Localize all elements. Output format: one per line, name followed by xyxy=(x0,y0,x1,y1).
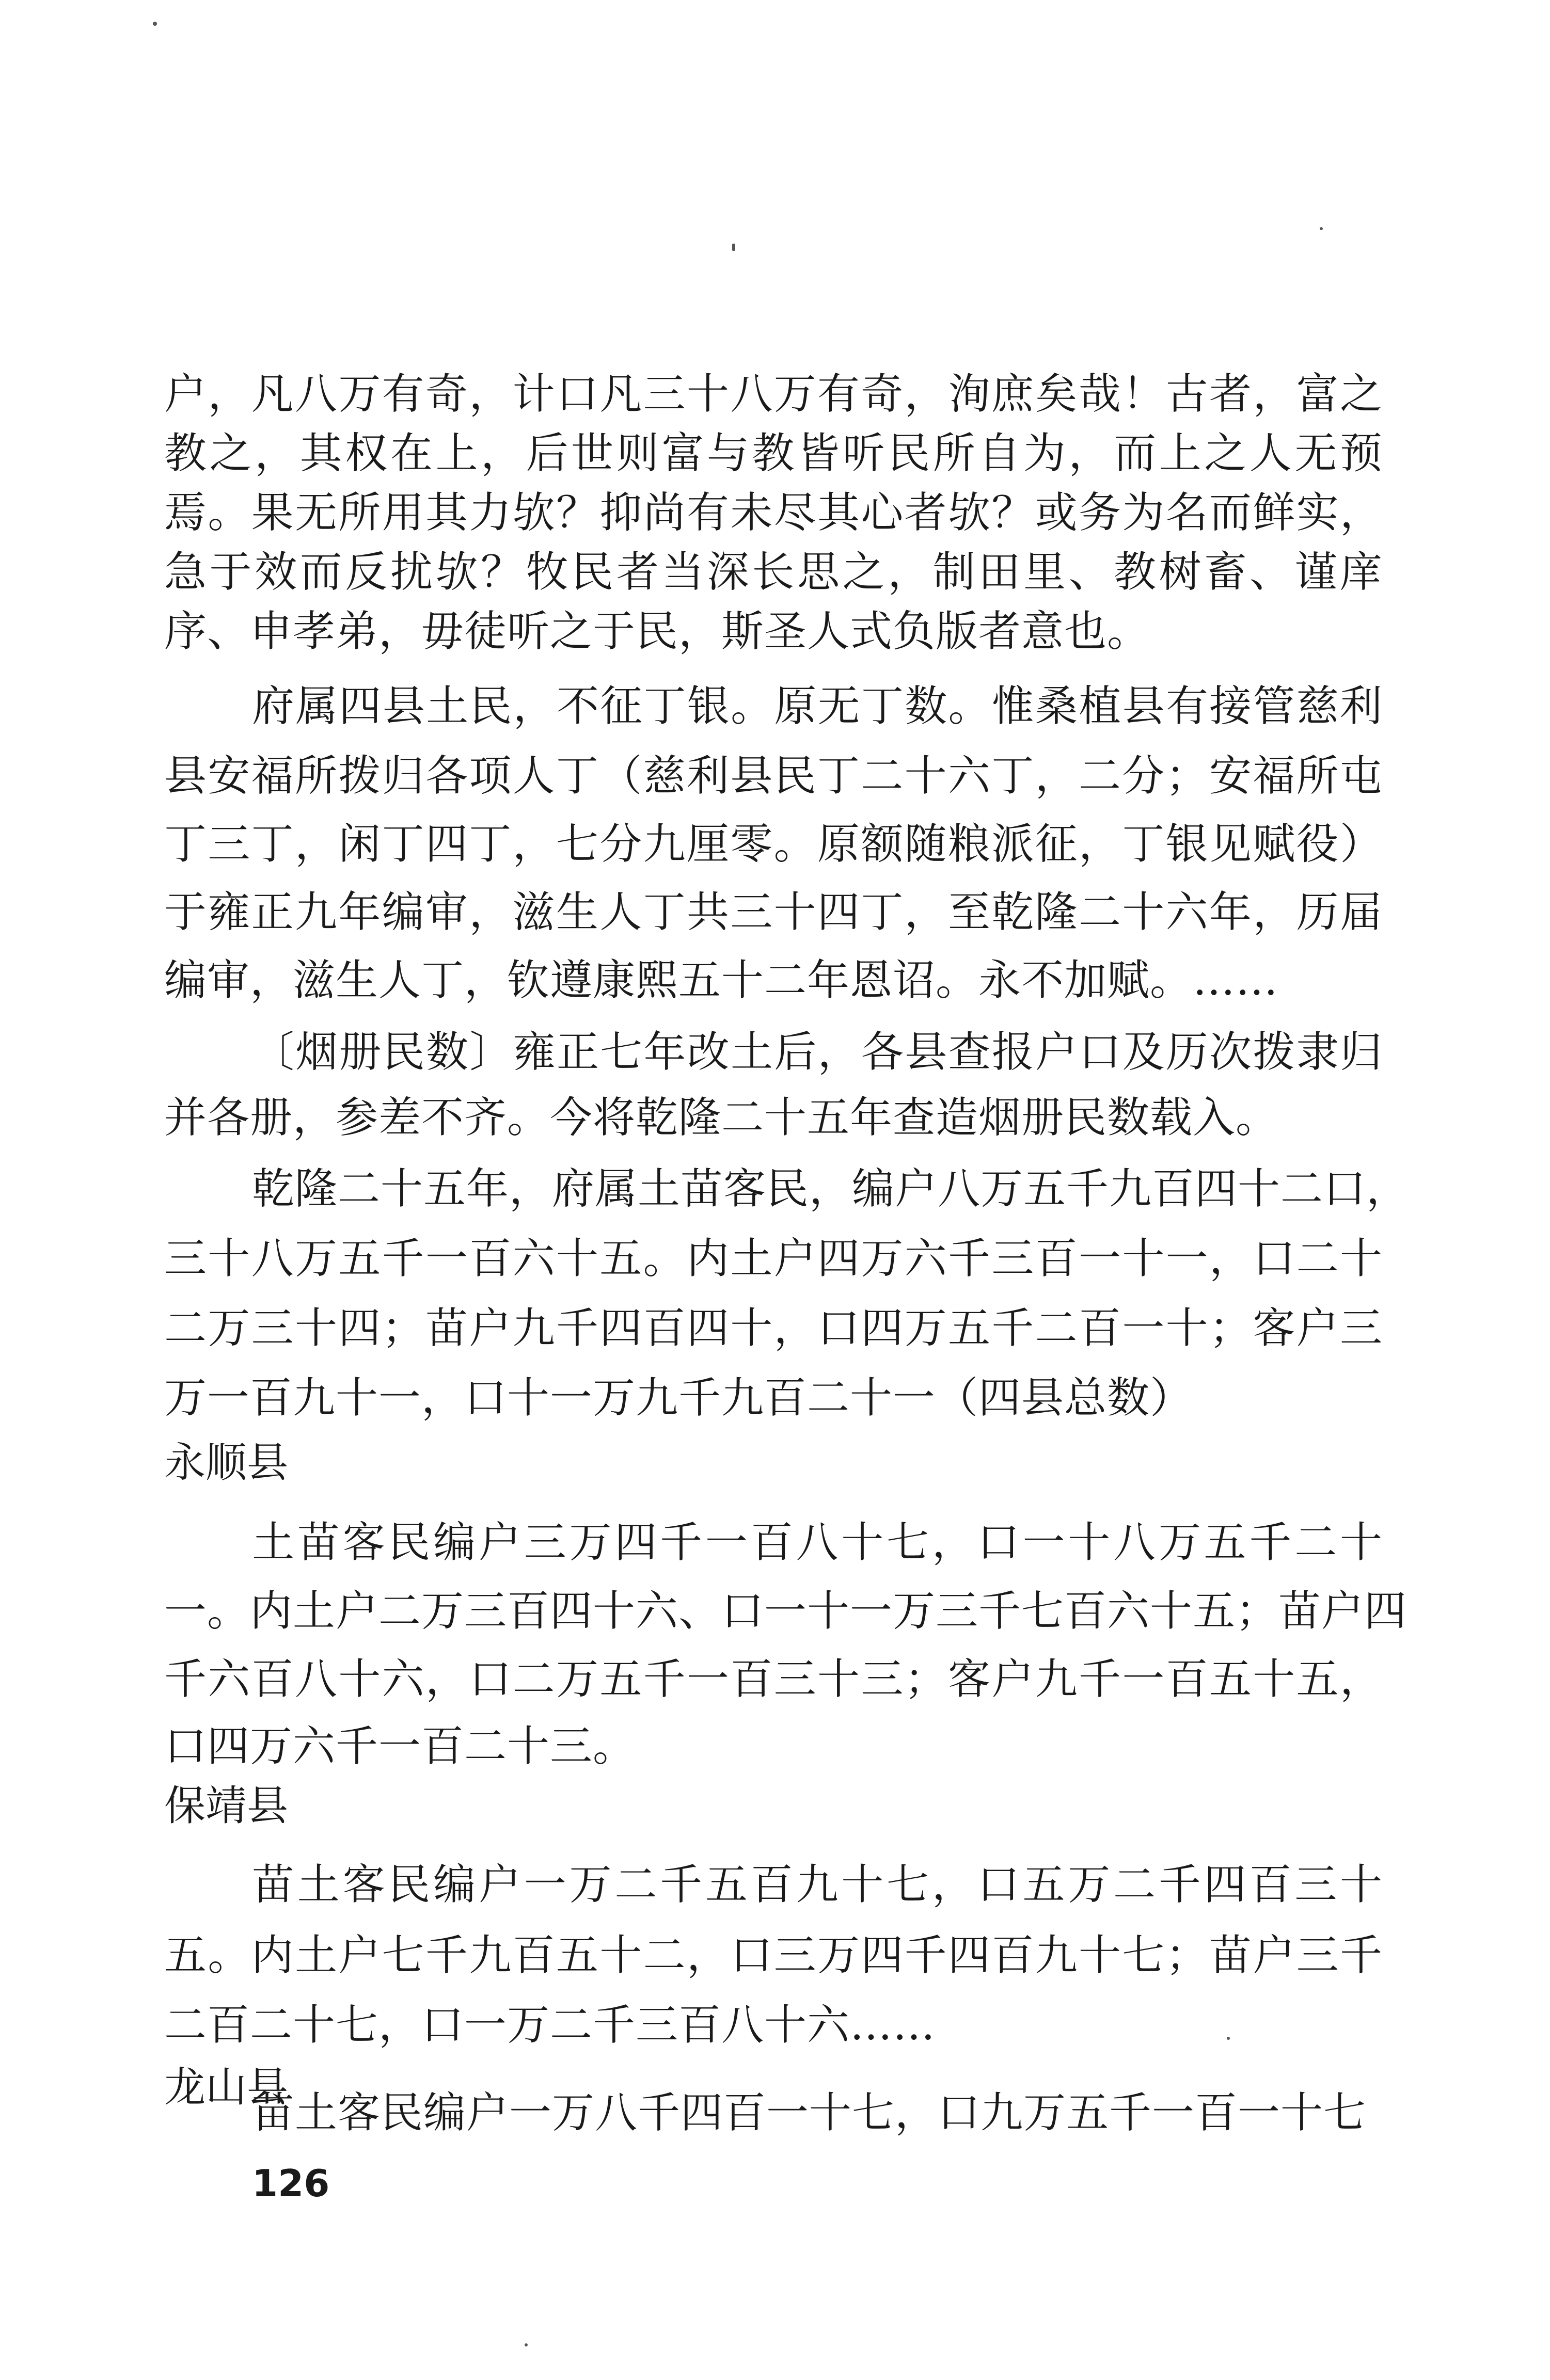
section-heading-longshan: 龙山县 xyxy=(164,2063,288,2111)
text-line: 编审，滋生人丁，钦遵康熙五十二年恩诏。永不加赋。…… xyxy=(164,956,1279,1005)
text-line: 苗土客民编户一万二千五百九十七，口五万二千四百三十 xyxy=(252,1860,1383,1909)
text-line: 苗土客民编户一万八千四百一十七，口九万五千一百一十七 xyxy=(252,2088,1367,2137)
text-line: 五。内土户七千九百五十二，口三万四千四百九十七；苗户三千 xyxy=(164,1931,1383,1980)
section-heading-yongshun: 永顺县 xyxy=(164,1439,288,1487)
text-line: 千六百八十六，口二万五千一百三十三；客户九千一百五十五， xyxy=(164,1655,1383,1704)
text-line: 并各册，参差不齐。今将乾隆二十五年查造烟册民数载入。 xyxy=(164,1093,1279,1142)
text-line: 口四万六千一百二十三。 xyxy=(164,1722,636,1771)
text-line: 二万三十四；苗户九千四百四十，口四万五千二百一十；客户三 xyxy=(164,1304,1383,1353)
text-line: 万一百九十一，口十一万九千九百二十一（四县总数） xyxy=(164,1373,1193,1423)
text-line: 丁三丁，闲丁四丁，七分九厘零。原额随粮派征，丁银见赋役） xyxy=(164,820,1383,869)
text-line: 焉。果无所用其力欤？抑尚有未尽其心者欤？或务为名而鲜实， xyxy=(164,488,1383,537)
scan-speck xyxy=(732,244,735,251)
page-number: 126 xyxy=(252,2162,330,2205)
text-line: 乾隆二十五年，府属土苗客民，编户八万五千九百四十二口， xyxy=(252,1164,1410,1213)
section-heading-baojing: 保靖县 xyxy=(164,1782,288,1830)
text-line: 府属四县土民，不征丁银。原无丁数。惟桑植县有接管慈利 xyxy=(252,682,1383,731)
text-line: 〔烟册民数〕雍正七年改土后，各县查报户口及历次拨隶归 xyxy=(252,1028,1383,1077)
text-line: 户，凡八万有奇，计口凡三十八万有奇，洵庶矣哉！古者，富之 xyxy=(164,370,1383,419)
text-line: 三十八万五千一百六十五。内土户四万六千三百一十一，口二十 xyxy=(164,1234,1383,1283)
text-line: 县安福所拨归各项人丁（慈利县民丁二十六丁，二分；安福所屯 xyxy=(164,752,1383,801)
text-line: 急于效而反扰欤？牧民者当深长思之，制田里、教树畜、谨庠 xyxy=(164,548,1383,597)
text-line: 教之，其权在上，后世则富与教皆听民所自为，而上之人无预 xyxy=(164,429,1383,478)
text-line: 二百二十七，口一万二千三百八十六…… xyxy=(164,2001,936,2050)
scan-speck xyxy=(153,22,157,26)
text-line: 序、申孝弟，毋徒听之于民，斯圣人式负版者意也。 xyxy=(164,607,1150,656)
text-line: 于雍正九年编审，滋生人丁共三十四丁，至乾隆二十六年，历届 xyxy=(164,888,1383,937)
scan-speck xyxy=(1320,227,1323,230)
scan-speck xyxy=(525,2343,528,2346)
text-line: 一。内土户二万三百四十六、口一十一万三千七百六十五；苗户四 xyxy=(164,1587,1407,1636)
text-line: 土苗客民编户三万四千一百八十七，口一十八万五千二十 xyxy=(252,1518,1383,1567)
